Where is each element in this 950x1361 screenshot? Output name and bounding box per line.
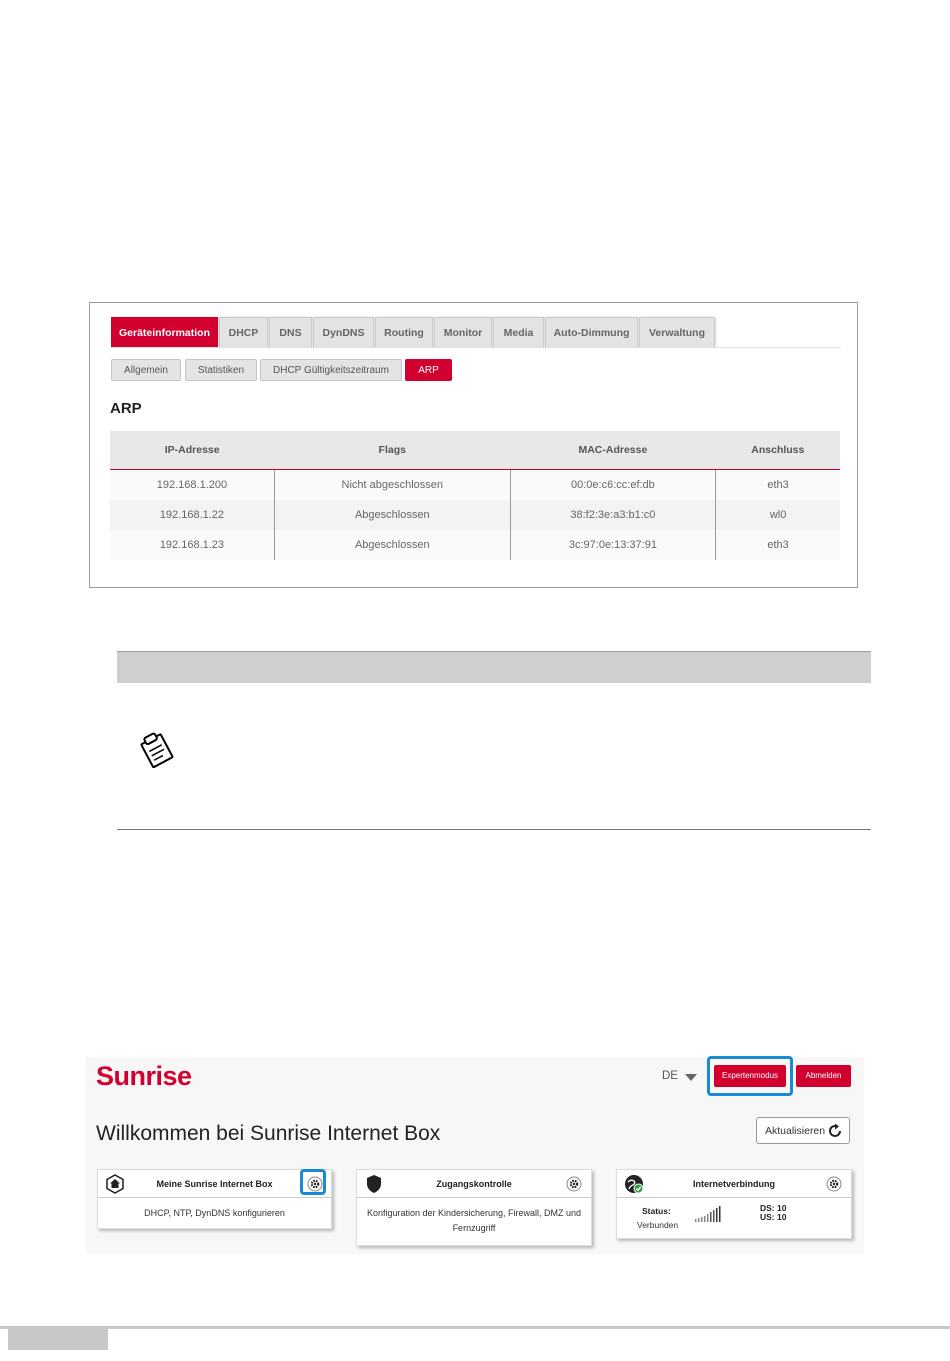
card-title: Zugangskontrolle (436, 1179, 512, 1189)
tab-verwaltung[interactable]: Verwaltung (639, 317, 715, 347)
tab-geraeteinformation[interactable]: Geräteinformation (111, 317, 218, 347)
footer-tab (8, 1328, 108, 1350)
main-tab-bar (111, 317, 826, 347)
gear-icon[interactable] (566, 1176, 582, 1192)
language-selector[interactable]: DE (662, 1070, 678, 1082)
chevron-down-icon[interactable] (685, 1074, 697, 1081)
column-header-ip: IP-Adresse (110, 431, 274, 470)
tab-routing[interactable]: Routing (375, 317, 433, 347)
cell-mac: 38:f2:3e:a3:b1:c0 (510, 500, 715, 530)
table-row (110, 500, 840, 530)
card-zugangskontrolle[interactable] (356, 1169, 592, 1246)
tab-dyndns[interactable]: DynDNS (313, 317, 374, 347)
cell-ip: 192.168.1.200 (110, 470, 274, 501)
subtab-dhcp-gueltigkeitszeitraum[interactable]: DHCP Gültigkeitszeitraum (260, 359, 402, 381)
subtab-allgemein[interactable]: Allgemein (111, 359, 181, 381)
status-value: Verbunden (637, 1220, 679, 1230)
notepad-icon (135, 730, 177, 768)
settings-highlight (300, 1169, 326, 1195)
column-header-mac: MAC-Adresse (510, 431, 715, 470)
footer-rule (0, 1326, 950, 1329)
cell-ip: 192.168.1.23 (110, 530, 274, 560)
expert-mode-button[interactable]: Expertenmodus (714, 1065, 786, 1087)
tab-auto-dimmung[interactable]: Auto-Dimmung (545, 317, 638, 347)
cell-ip: 192.168.1.22 (110, 500, 274, 530)
sunrise-home-screenshot (86, 1057, 864, 1254)
tab-media[interactable]: Media (493, 317, 544, 347)
page-title: Willkommen bei Sunrise Internet Box (96, 1122, 441, 1145)
card-internetverbindung[interactable] (616, 1169, 852, 1239)
cell-flags: Abgeschlossen (274, 500, 510, 530)
arp-table (110, 431, 840, 560)
note-bottom-rule (117, 829, 871, 830)
logout-button[interactable]: Abmelden (796, 1065, 851, 1087)
tab-dhcp[interactable]: DHCP (219, 317, 268, 347)
signal-bars-icon (695, 1206, 723, 1222)
arp-screenshot-panel (89, 302, 858, 588)
tab-monitor[interactable]: Monitor (434, 317, 492, 347)
sunrise-logo: Sunrise (96, 1061, 192, 1091)
subtab-arp[interactable]: ARP (405, 359, 452, 381)
card-meine-internet-box[interactable] (97, 1169, 332, 1229)
column-header-anschluss: Anschluss (716, 431, 840, 470)
card-title: Internetverbindung (692, 1179, 775, 1189)
cell-flags: Abgeschlossen (274, 530, 510, 560)
cell-anschluss: eth3 (716, 530, 840, 560)
gear-icon[interactable] (826, 1176, 842, 1192)
sub-tab-bar (111, 359, 451, 381)
table-row (110, 530, 840, 560)
tab-dns[interactable]: DNS (269, 317, 312, 347)
cell-anschluss: wl0 (716, 500, 840, 530)
card-body: Konfiguration der Kindersicherung, Firewall, DMZ und Fernzugriff (366, 1208, 582, 1233)
status-label: Status: (642, 1206, 671, 1216)
section-title: ARP (110, 400, 142, 417)
ds-rate: DS: 10 (760, 1203, 787, 1213)
table-row (110, 470, 840, 501)
cell-mac: 00:0e:c6:cc:ef:db (510, 470, 715, 501)
refresh-icon (827, 1123, 843, 1139)
note-header-bar (117, 651, 871, 683)
column-header-flags: Flags (274, 431, 510, 470)
us-rate: US: 10 (760, 1212, 787, 1222)
card-body: DHCP, NTP, DynDNS konfigurieren (144, 1208, 285, 1218)
tab-bar-divider (111, 347, 841, 348)
cell-mac: 3c:97:0e:13:37:91 (510, 530, 715, 560)
card-title: Meine Sunrise Internet Box (156, 1179, 273, 1189)
cell-flags: Nicht abgeschlossen (274, 470, 510, 501)
subtab-statistiken[interactable]: Statistiken (185, 359, 257, 381)
refresh-label: Aktualisieren (765, 1125, 826, 1137)
refresh-button[interactable] (756, 1117, 850, 1144)
cell-anschluss: eth3 (716, 470, 840, 501)
